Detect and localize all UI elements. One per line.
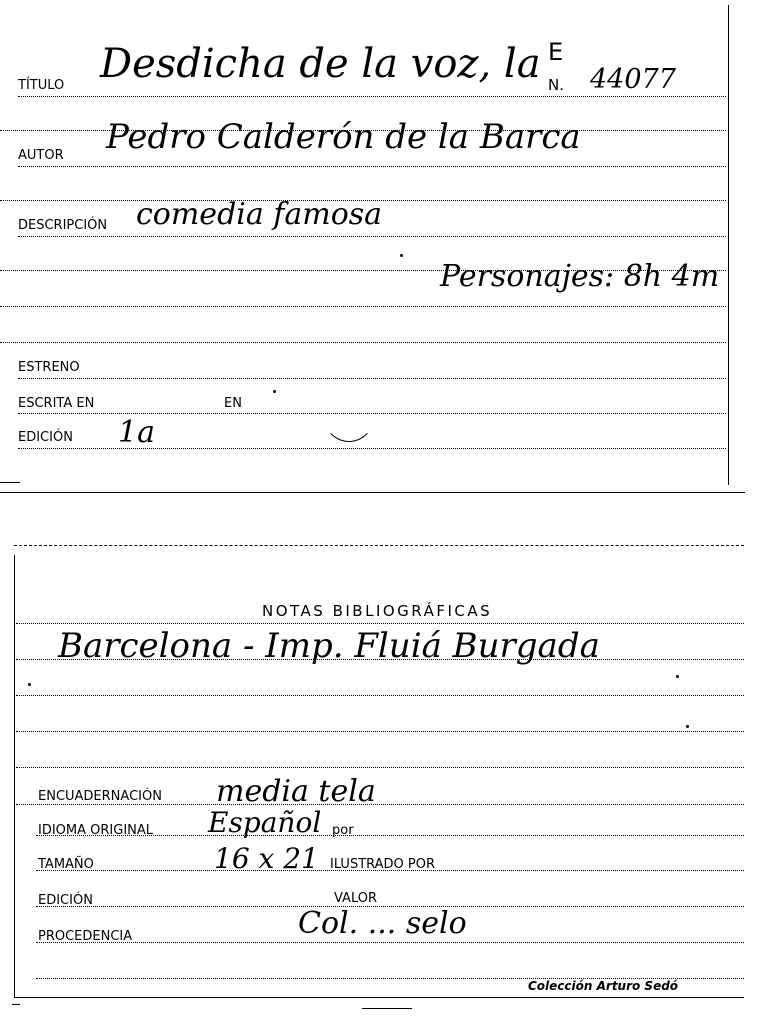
idioma-label: IDIOMA ORIGINAL [38,823,154,838]
scan-mark [362,1008,412,1009]
edicion-label: EDICIÓN [18,430,73,445]
card-right-border [728,5,729,485]
card-bottom-border [0,492,745,493]
rule-line [18,378,726,379]
rule-line [0,342,726,343]
speck [400,254,403,257]
speck [686,725,689,728]
notas-value: Barcelona - Imp. Fluiá Burgada [58,626,600,666]
rule-line [18,96,726,97]
card-edge-mark [0,482,20,483]
rule-line [18,236,726,237]
rule-line [16,731,744,732]
edicion-label-back: EDICIÓN [38,893,93,908]
rule-line [0,306,726,307]
rule-line [36,942,744,943]
encuadernacion-label: ENCUADERNACIÓN [38,789,162,804]
en-label: EN [224,396,242,411]
catalog-card-front [0,0,759,495]
rule-line [16,623,744,624]
punch-hole-mark [322,382,376,442]
titulo-value: Desdicha de la voz, la [100,41,541,87]
procedencia-label: PROCEDENCIA [38,929,133,944]
card-top-border [14,545,744,546]
tamano-label: TAMAÑO [38,857,94,872]
speck [28,683,31,686]
speck [676,675,679,678]
ilustrado-label: ILUSTRADO POR [330,857,436,872]
n-label: N. [548,76,564,94]
procedencia-value: Col. ... selo [298,906,467,941]
idioma-value: Español [208,806,322,839]
descripcion-value: comedia famosa [136,197,383,232]
autor-label: AUTOR [18,148,64,163]
rule-line [16,767,744,768]
autor-value: Pedro Calderón de la Barca [106,117,581,157]
e-mark: E [548,38,564,66]
valor-label: VALOR [334,891,377,906]
rule-line [18,166,726,167]
encuadernacion-value: media tela [216,774,376,809]
por-label: por [332,823,354,838]
edicion-value: 1a [118,415,155,450]
escrita-en-label: ESCRITA EN [18,396,95,411]
card-bottom-border [14,997,744,998]
rule-line [16,804,744,805]
n-value: 44077 [590,64,676,95]
notas-heading: NOTAS BIBLIOGRÁFICAS [262,602,493,620]
collection-footer: Colección Arturo Sedó [528,979,679,993]
estreno-label: ESTRENO [18,360,80,375]
scan-mark [12,1004,20,1005]
rule-line [16,695,744,696]
tamano-value: 16 x 21 [214,842,319,875]
personajes-value: Personajes: 8h 4m [440,259,720,294]
descripcion-label: DESCRIPCIÓN [18,218,108,233]
speck [273,390,276,393]
card-left-border [14,555,15,997]
catalog-card-back [0,545,759,1015]
titulo-label: TÍTULO [18,78,65,93]
